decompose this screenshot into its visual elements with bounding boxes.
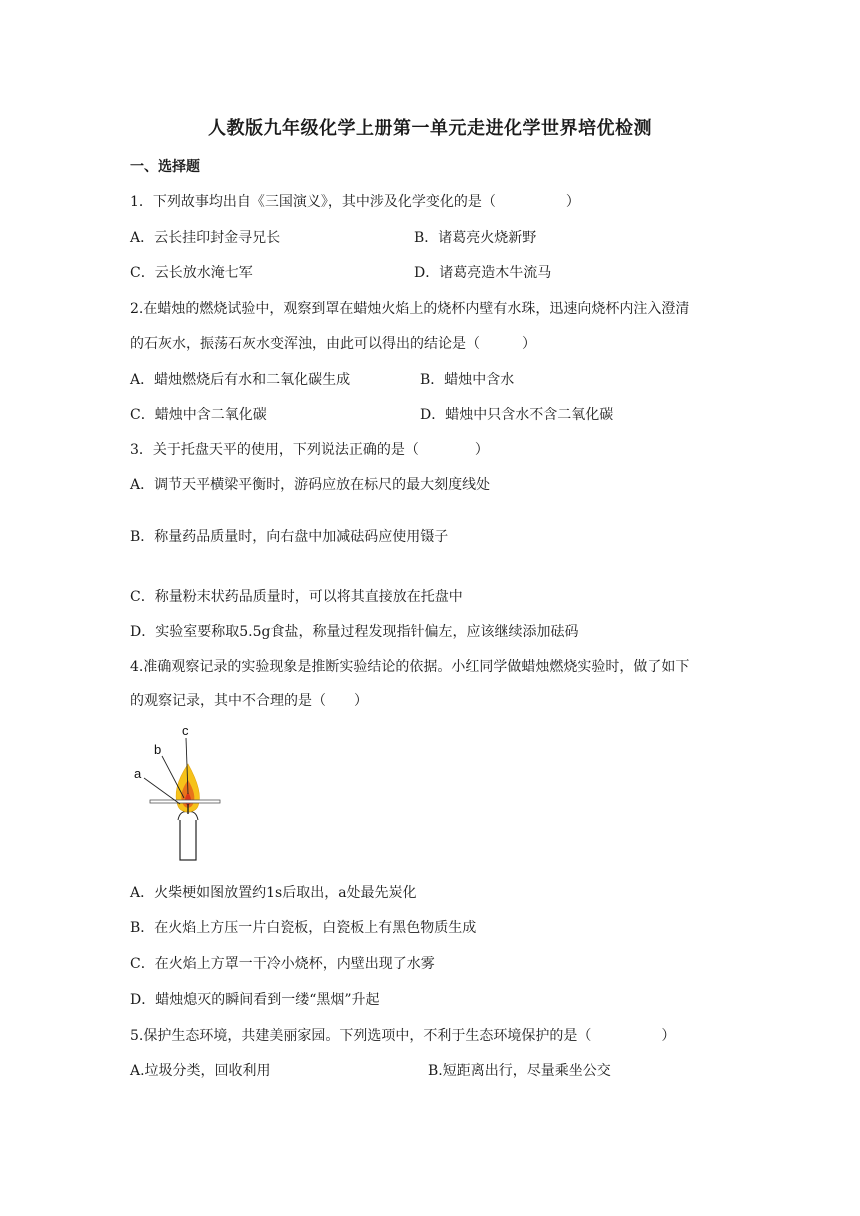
question-1-option-b: B．诸葛亮火烧新野	[414, 230, 537, 246]
question-5-option-a: A.垃圾分类，回收利用	[130, 1063, 271, 1079]
matchstick	[150, 800, 220, 803]
figure-label-b: b	[154, 742, 162, 757]
figure-label-c: c	[182, 724, 189, 738]
question-2-stem-line-2: 的石灰水，振荡石灰水变浑浊，由此可以得出的结论是（ ）	[130, 336, 536, 352]
question-3-option-c: C．称量粉末状药品质量时，可以将其直接放在托盘中	[130, 589, 463, 605]
question-1-option-d: D．诸葛亮造木牛流马	[414, 265, 552, 281]
question-1-option-c: C．云长放水淹七军	[130, 265, 253, 281]
question-4-stem-line-2: 的观察记录，其中不合理的是（ ）	[130, 693, 368, 709]
question-3-option-b: B．称量药品质量时，向右盘中加减砝码应使用镊子	[130, 529, 449, 545]
question-4-option-d: D．蜡烛熄灭的瞬间看到一缕“黑烟”升起	[130, 992, 380, 1008]
candle-flame-figure	[128, 724, 224, 864]
question-5-option-b: B.短距离出行，尽量乘坐公交	[428, 1063, 611, 1079]
question-2-stem-line-1: 2.在蜡烛的燃烧试验中，观察到罩在蜡烛火焰上的烧杯内壁有水珠，迅速向烧杯内注入澄清	[130, 301, 690, 317]
question-4-option-c: C．在火焰上方罩一干冷小烧杯，内壁出现了水雾	[130, 956, 435, 972]
question-4-option-a: A．火柴梗如图放置约1s后取出，a处最先炭化	[130, 885, 417, 901]
question-2-option-d: D．蜡烛中只含水不含二氧化碳	[420, 407, 614, 423]
question-4-option-b: B．在火焰上方压一片白瓷板，白瓷板上有黑色物质生成	[130, 920, 477, 936]
question-1-stem: 1．下列故事均出自《三国演义》，其中涉及化学变化的是（ ）	[130, 194, 580, 210]
document-title: 人教版九年级化学上册第一单元走进化学世界培优检测	[208, 118, 652, 139]
question-3-stem: 3．关于托盘天平的使用，下列说法正确的是（ ）	[130, 442, 489, 458]
question-5-stem: 5.保护生态环境，共建美丽家园。下列选项中，不利于生态环境保护的是（ ）	[130, 1028, 676, 1044]
question-2-option-c: C．蜡烛中含二氧化碳	[130, 407, 267, 423]
question-2-option-a: A．蜡烛燃烧后有水和二氧化碳生成	[130, 372, 351, 388]
question-4-stem-line-1: 4.准确观察记录的实验现象是推断实验结论的依据。小红同学做蜡烛燃烧实验时，做了如下	[130, 659, 690, 675]
candle-body	[180, 816, 196, 860]
question-1-option-a: A．云长挂印封金寻兄长	[130, 230, 281, 246]
question-3-option-a: A．调节天平横梁平衡时，游码应放在标尺的最大刻度线处	[130, 477, 491, 493]
section-heading: 一、选择题	[130, 159, 200, 175]
question-2-option-b: B．蜡烛中含水	[420, 372, 515, 388]
figure-label-a: a	[134, 766, 142, 781]
question-3-option-d: D．实验室要称取5.5g食盐，称量过程发现指针偏左，应该继续添加砝码	[130, 624, 579, 640]
candle-flame-diagram	[128, 724, 224, 864]
